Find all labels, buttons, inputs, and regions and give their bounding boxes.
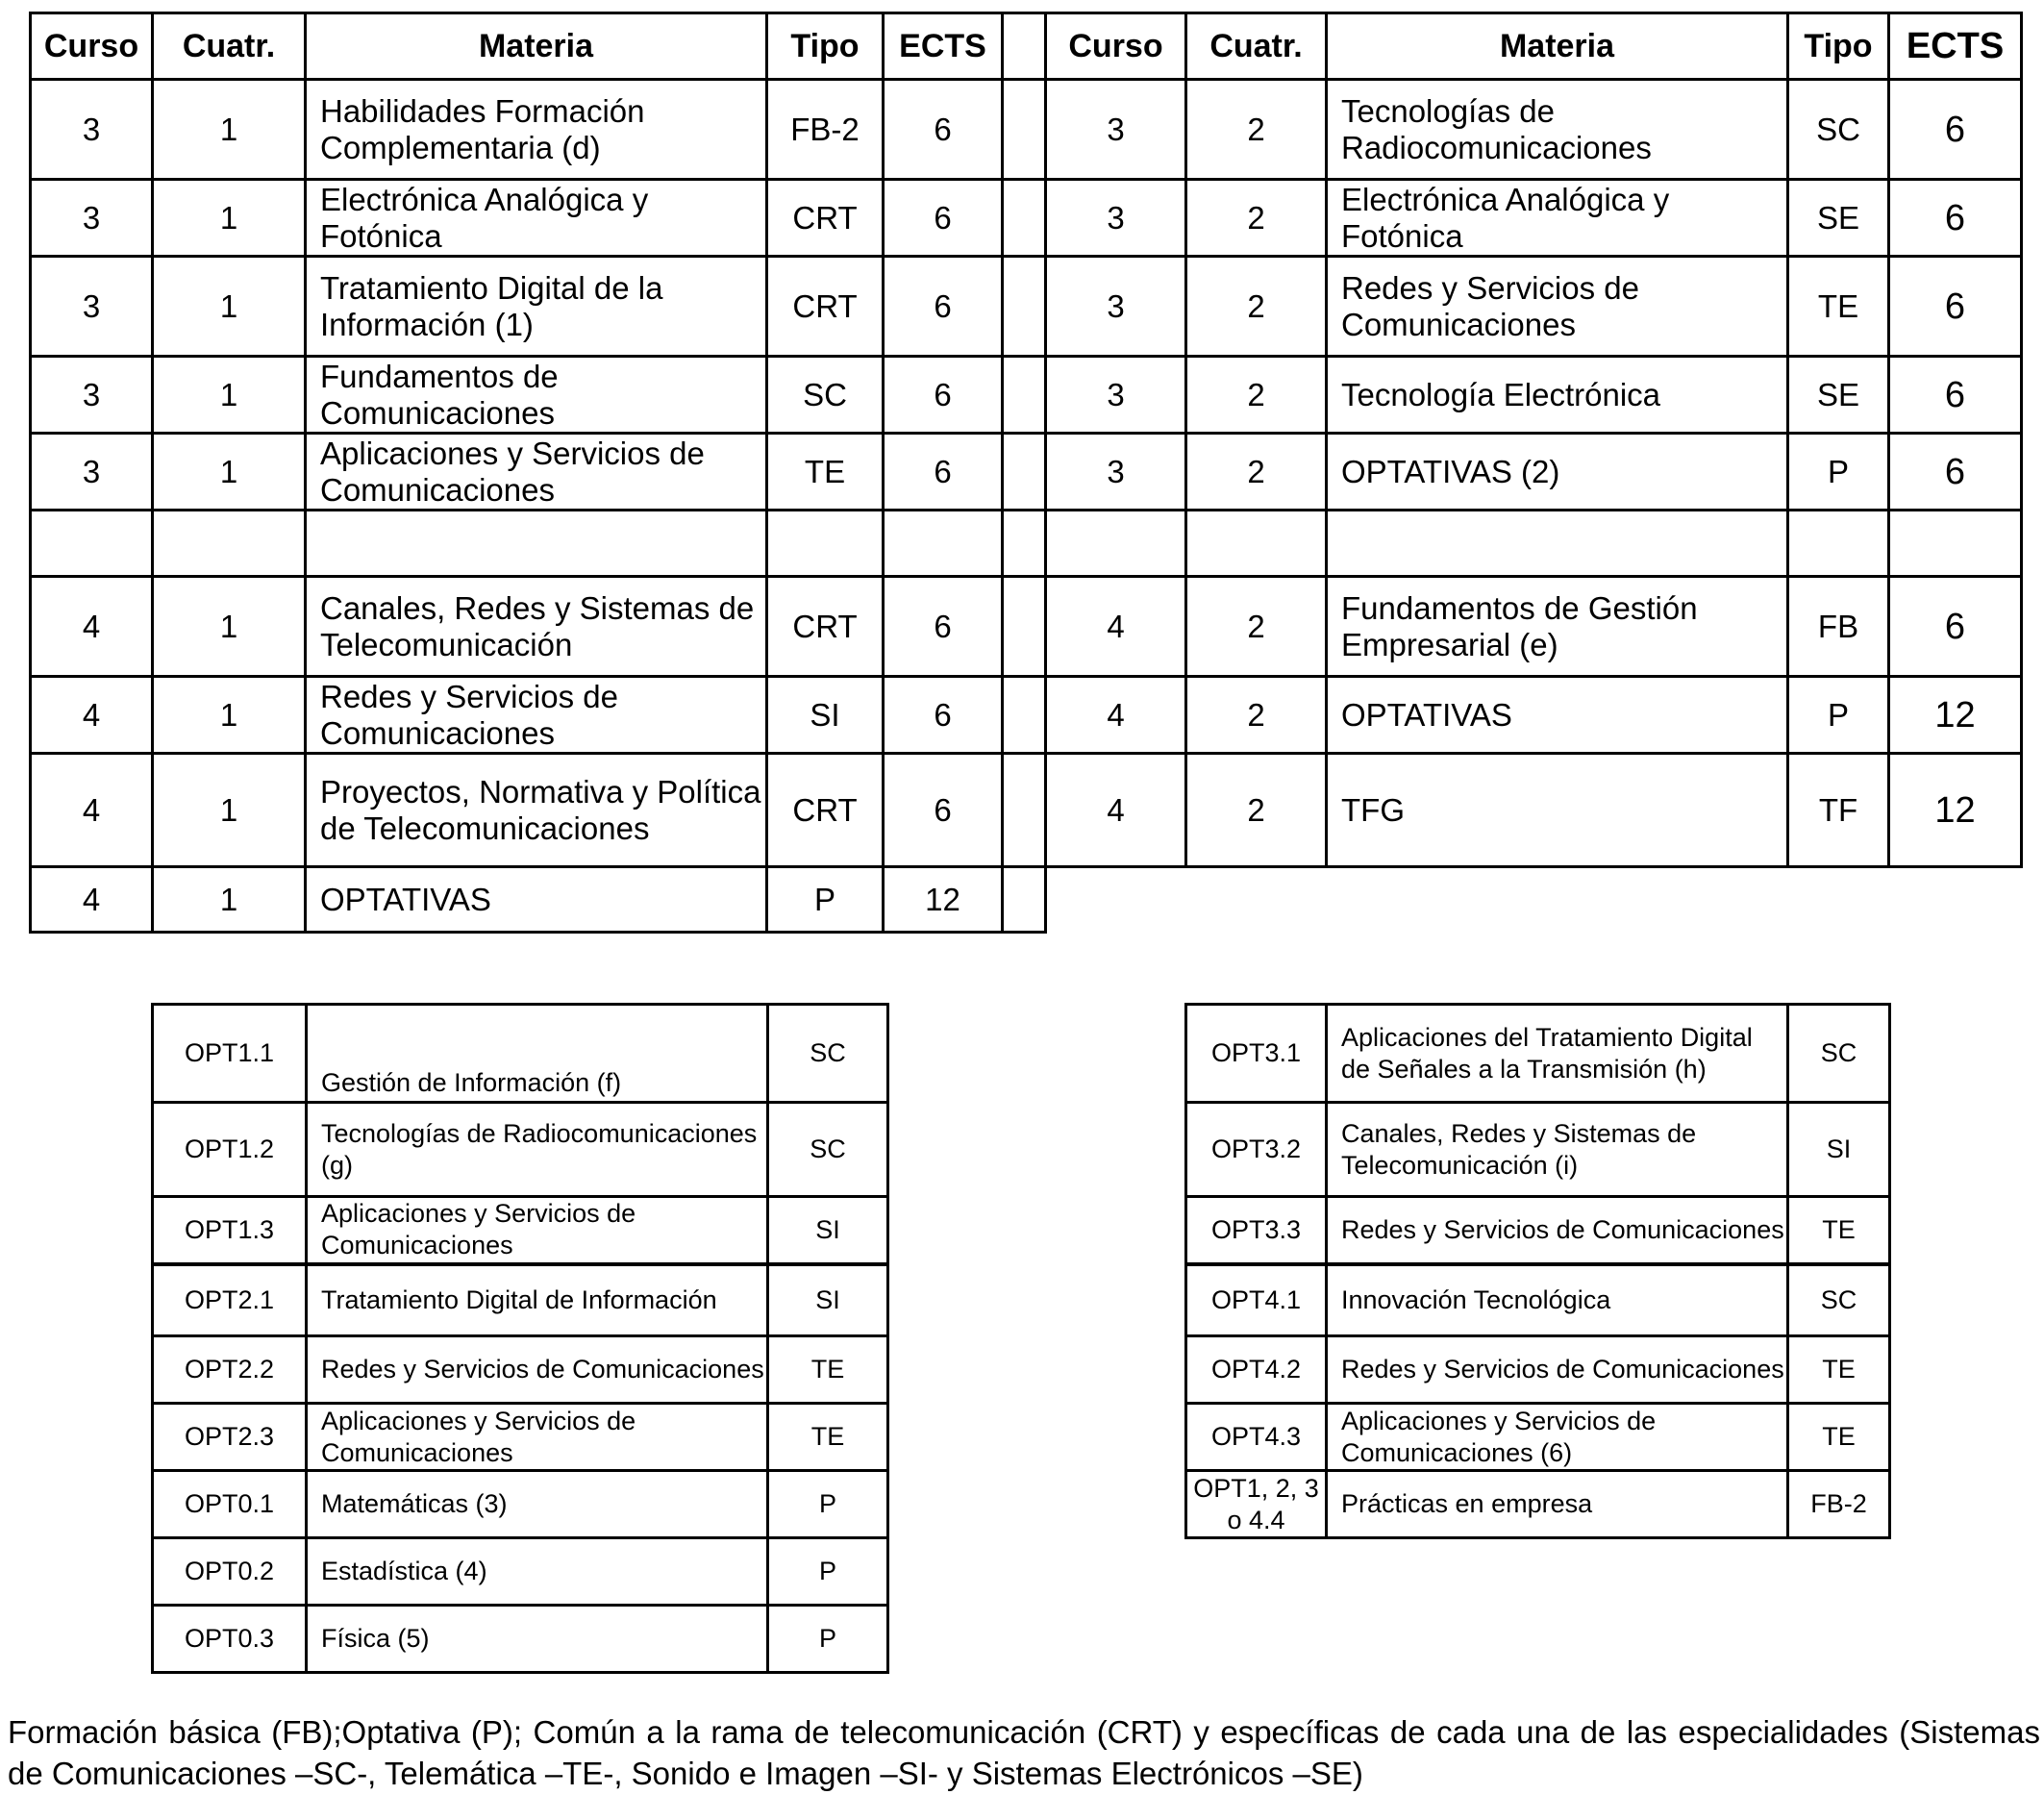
tipo-cell: FB: [1788, 577, 1889, 677]
tipo-cell: SC: [1788, 1264, 1890, 1336]
tipo-cell: [1788, 511, 1889, 577]
tipo-cell: P: [768, 1538, 888, 1606]
curso-cell: 4: [1046, 577, 1186, 677]
cuatr-cell: 2: [1186, 434, 1327, 511]
col-header-cuatr: Cuatr.: [1186, 13, 1327, 80]
materia-cell: Aplicaciones y Servicios de Comunicaciones: [306, 434, 767, 511]
tipo-cell: TF: [1788, 754, 1889, 867]
tipo-cell: CRT: [767, 180, 884, 257]
cuatr-cell: 2: [1186, 754, 1327, 867]
tipo-cell: CRT: [767, 577, 884, 677]
table-row: [153, 1103, 888, 1197]
tipo-cell: SC: [768, 1005, 888, 1103]
ects-cell: 6: [884, 80, 1003, 180]
spacer-cell: [1003, 677, 1046, 754]
tipo-cell: SI: [768, 1197, 888, 1264]
spacer-cell: [1003, 13, 1046, 80]
ects-cell: 6: [884, 180, 1003, 257]
curso-cell: 4: [1046, 677, 1186, 754]
materia-cell: OPTATIVAS: [306, 867, 767, 933]
col-header-cuatr: Cuatr.: [153, 13, 306, 80]
curso-cell: 4: [1046, 754, 1186, 867]
tipo-cell: FB-2: [1788, 1471, 1890, 1538]
cuatr-cell: 1: [153, 357, 306, 434]
code-cell: OPT0.3: [153, 1606, 307, 1673]
ects-cell: 6: [1889, 577, 2022, 677]
table-row: [153, 1197, 888, 1264]
ects-cell: 6: [884, 357, 1003, 434]
materia-cell: [306, 511, 767, 577]
tipo-cell: TE: [1788, 1197, 1890, 1264]
table-row: [1186, 1197, 1890, 1264]
spacer-cell: [1003, 577, 1046, 677]
code-cell: OPT2.1: [153, 1264, 307, 1336]
col-header-curso: Curso: [31, 13, 153, 80]
materia-cell: Tratamiento Digital de la Información (1): [306, 257, 767, 357]
ects-cell: [1889, 511, 2022, 577]
optatives-table-right: [1184, 1003, 1891, 1539]
curso-cell: [31, 511, 153, 577]
tipo-cell: SE: [1788, 180, 1889, 257]
subjects-table: [29, 12, 2023, 934]
blank-area: [1046, 867, 2022, 933]
legend-text: Formación básica (FB);Optativa (P); Común a la rama de telecomunicación (CRT) y específicas de cada una de las especialidades (Sistemas de Comunicaciones –SC-, Telemática –TE-, Sonido e Imagen –SI- y Sistemas Electrónicos –SE): [8, 1714, 2040, 1791]
table-row: [31, 180, 2022, 257]
tipo-cell: P: [767, 867, 884, 933]
tipo-cell: P: [1788, 677, 1889, 754]
tipo-cell: TE: [1788, 1336, 1890, 1404]
table-row: [153, 1471, 888, 1538]
spacer-cell: [1003, 511, 1046, 577]
cuatr-cell: 2: [1186, 257, 1327, 357]
code-cell: OPT1.2: [153, 1103, 307, 1197]
cuatr-cell: 2: [1186, 180, 1327, 257]
materia-cell: Física (5): [307, 1606, 768, 1673]
spacer-cell: [1003, 357, 1046, 434]
table-row: [153, 1264, 888, 1336]
col-header-ects: ECTS: [1889, 13, 2022, 80]
table-row: [1186, 1103, 1890, 1197]
table-row: [31, 677, 2022, 754]
ects-cell: [884, 511, 1003, 577]
code-cell: OPT3.1: [1186, 1005, 1327, 1103]
table-row: [153, 1336, 888, 1404]
cuatr-cell: 2: [1186, 577, 1327, 677]
code-cell: OPT2.2: [153, 1336, 307, 1404]
table-row: [1186, 1264, 1890, 1336]
code-cell: OPT1.3: [153, 1197, 307, 1264]
tipo-cell: CRT: [767, 257, 884, 357]
header-row: [31, 13, 2022, 80]
cuatr-cell: [1186, 511, 1327, 577]
code-cell: OPT3.2: [1186, 1103, 1327, 1197]
materia-cell: Redes y Servicios de Comunicaciones: [307, 1336, 768, 1404]
table-row: [153, 1606, 888, 1673]
table-row: [31, 257, 2022, 357]
materia-cell: Redes y Servicios de Comunicaciones: [1327, 1336, 1788, 1404]
code-cell: OPT4.1: [1186, 1264, 1327, 1336]
empty-row: [31, 511, 2022, 577]
tipo-cell: SC: [1788, 80, 1889, 180]
materia-cell: Prácticas en empresa: [1327, 1471, 1788, 1538]
cuatr-cell: 2: [1186, 677, 1327, 754]
materia-cell: Tecnologías de Radiocomunicaciones: [1327, 80, 1788, 180]
ects-cell: 6: [884, 577, 1003, 677]
spacer-cell: [1003, 754, 1046, 867]
table-row: [31, 80, 2022, 180]
tipo-cell: FB-2: [767, 80, 884, 180]
materia-cell: Aplicaciones y Servicios de Comunicaciones (6): [1327, 1404, 1788, 1471]
col-header-materia: Materia: [306, 13, 767, 80]
curso-cell: 4: [31, 677, 153, 754]
curso-cell: 3: [31, 257, 153, 357]
cuatr-cell: 1: [153, 577, 306, 677]
curso-cell: 3: [1046, 180, 1186, 257]
tipo-cell: SE: [1788, 357, 1889, 434]
materia-cell: Aplicaciones del Tratamiento Digital de Señales a la Transmisión (h): [1327, 1005, 1788, 1103]
code-cell: OPT4.3: [1186, 1404, 1327, 1471]
curso-cell: 4: [31, 754, 153, 867]
materia-cell: Electrónica Analógica y Fotónica: [306, 180, 767, 257]
materia-cell: Redes y Servicios de Comunicaciones: [1327, 1197, 1788, 1264]
code-cell: OPT3.3: [1186, 1197, 1327, 1264]
table-row: [31, 357, 2022, 434]
curso-cell: 3: [1046, 434, 1186, 511]
ects-cell: 12: [884, 867, 1003, 933]
table-row: [31, 754, 2022, 867]
table-row: [153, 1538, 888, 1606]
ects-cell: 12: [1889, 677, 2022, 754]
spacer-cell: [1003, 80, 1046, 180]
ects-cell: 6: [1889, 80, 2022, 180]
cuatr-cell: 1: [153, 180, 306, 257]
materia-cell: Proyectos, Normativa y Política de Telecomunicaciones: [306, 754, 767, 867]
col-header-ects: ECTS: [884, 13, 1003, 80]
code-cell: OPT1, 2, 3 o 4.4: [1186, 1471, 1327, 1538]
tipo-cell: TE: [767, 434, 884, 511]
materia-cell: Aplicaciones y Servicios de Comunicaciones: [307, 1197, 768, 1264]
curso-cell: 3: [31, 434, 153, 511]
cuatr-cell: 1: [153, 434, 306, 511]
table-row: [1186, 1336, 1890, 1404]
spacer-cell: [1003, 257, 1046, 357]
materia-cell: TFG: [1327, 754, 1788, 867]
table-row: [31, 577, 2022, 677]
table-row: [1186, 1471, 1890, 1538]
cuatr-cell: 2: [1186, 357, 1327, 434]
cuatr-cell: 1: [153, 677, 306, 754]
tipo-cell: SI: [767, 677, 884, 754]
ects-cell: 6: [884, 677, 1003, 754]
col-header-tipo: Tipo: [767, 13, 884, 80]
tipo-cell: CRT: [767, 754, 884, 867]
ects-cell: 6: [884, 754, 1003, 867]
table-row: [1186, 1404, 1890, 1471]
cuatr-cell: 1: [153, 867, 306, 933]
optatives-table-left: [151, 1003, 889, 1674]
tipo-cell: P: [768, 1606, 888, 1673]
table-row: [153, 1404, 888, 1471]
tipo-cell: SI: [1788, 1103, 1890, 1197]
cuatr-cell: 2: [1186, 80, 1327, 180]
tipo-cell: SI: [768, 1264, 888, 1336]
code-cell: OPT0.2: [153, 1538, 307, 1606]
tipo-cell: P: [1788, 434, 1889, 511]
tipo-cell: TE: [1788, 257, 1889, 357]
materia-cell: Aplicaciones y Servicios de Comunicaciones: [307, 1404, 768, 1471]
materia-cell: OPTATIVAS (2): [1327, 434, 1788, 511]
cuatr-cell: 1: [153, 754, 306, 867]
ects-cell: 6: [884, 257, 1003, 357]
ects-cell: 6: [1889, 357, 2022, 434]
materia-cell: Canales, Redes y Sistemas de Telecomunicación: [306, 577, 767, 677]
ects-cell: 12: [1889, 754, 2022, 867]
materia-cell: Redes y Servicios de Comunicaciones: [306, 677, 767, 754]
materia-cell: Tecnología Electrónica: [1327, 357, 1788, 434]
curso-cell: 3: [1046, 257, 1186, 357]
materia-cell: Redes y Servicios de Comunicaciones: [1327, 257, 1788, 357]
table-row: [31, 434, 2022, 511]
materia-cell: Matemáticas (3): [307, 1471, 768, 1538]
spacer-cell: [1003, 434, 1046, 511]
table-row: [31, 867, 2022, 933]
ects-cell: 6: [1889, 180, 2022, 257]
tipo-cell: TE: [768, 1404, 888, 1471]
curso-cell: 3: [1046, 80, 1186, 180]
table-row: [153, 1005, 888, 1103]
materia-cell: [1327, 511, 1788, 577]
table-row: [1186, 1005, 1890, 1103]
cuatr-cell: 1: [153, 257, 306, 357]
ects-cell: 6: [1889, 257, 2022, 357]
materia-cell: Electrónica Analógica y Fotónica: [1327, 180, 1788, 257]
curso-cell: [1046, 511, 1186, 577]
materia-cell: Gestión de Información (f): [307, 1005, 768, 1103]
ects-cell: 6: [884, 434, 1003, 511]
col-header-curso: Curso: [1046, 13, 1186, 80]
materia-cell: Fundamentos de Gestión Empresarial (e): [1327, 577, 1788, 677]
code-cell: OPT4.2: [1186, 1336, 1327, 1404]
materia-cell: Fundamentos de Comunicaciones: [306, 357, 767, 434]
tipo-cell: P: [768, 1471, 888, 1538]
materia-cell: OPTATIVAS: [1327, 677, 1788, 754]
materia-cell: Innovación Tecnológica: [1327, 1264, 1788, 1336]
ects-cell: 6: [1889, 434, 2022, 511]
curso-cell: 3: [1046, 357, 1186, 434]
tipo-cell: SC: [768, 1103, 888, 1197]
tipo-cell: TE: [768, 1336, 888, 1404]
tipo-cell: TE: [1788, 1404, 1890, 1471]
materia-cell: Habilidades Formación Complementaria (d): [306, 80, 767, 180]
code-cell: OPT2.3: [153, 1404, 307, 1471]
materia-cell: Canales, Redes y Sistemas de Telecomunicación (i): [1327, 1103, 1788, 1197]
spacer-cell: [1003, 180, 1046, 257]
curso-cell: 4: [31, 577, 153, 677]
spacer-cell: [1003, 867, 1046, 933]
curso-cell: 4: [31, 867, 153, 933]
code-cell: OPT0.1: [153, 1471, 307, 1538]
tipo-cell: SC: [767, 357, 884, 434]
curso-cell: 3: [31, 357, 153, 434]
curso-cell: 3: [31, 80, 153, 180]
col-header-tipo: Tipo: [1788, 13, 1889, 80]
cuatr-cell: 1: [153, 80, 306, 180]
code-cell: OPT1.1: [153, 1005, 307, 1103]
materia-cell: Tecnologías de Radiocomunicaciones (g): [307, 1103, 768, 1197]
curso-cell: 3: [31, 180, 153, 257]
materia-cell: Tratamiento Digital de Información: [307, 1264, 768, 1336]
tipo-cell: SC: [1788, 1005, 1890, 1103]
cuatr-cell: [153, 511, 306, 577]
col-header-materia: Materia: [1327, 13, 1788, 80]
materia-cell: Estadística (4): [307, 1538, 768, 1606]
tipo-cell: [767, 511, 884, 577]
